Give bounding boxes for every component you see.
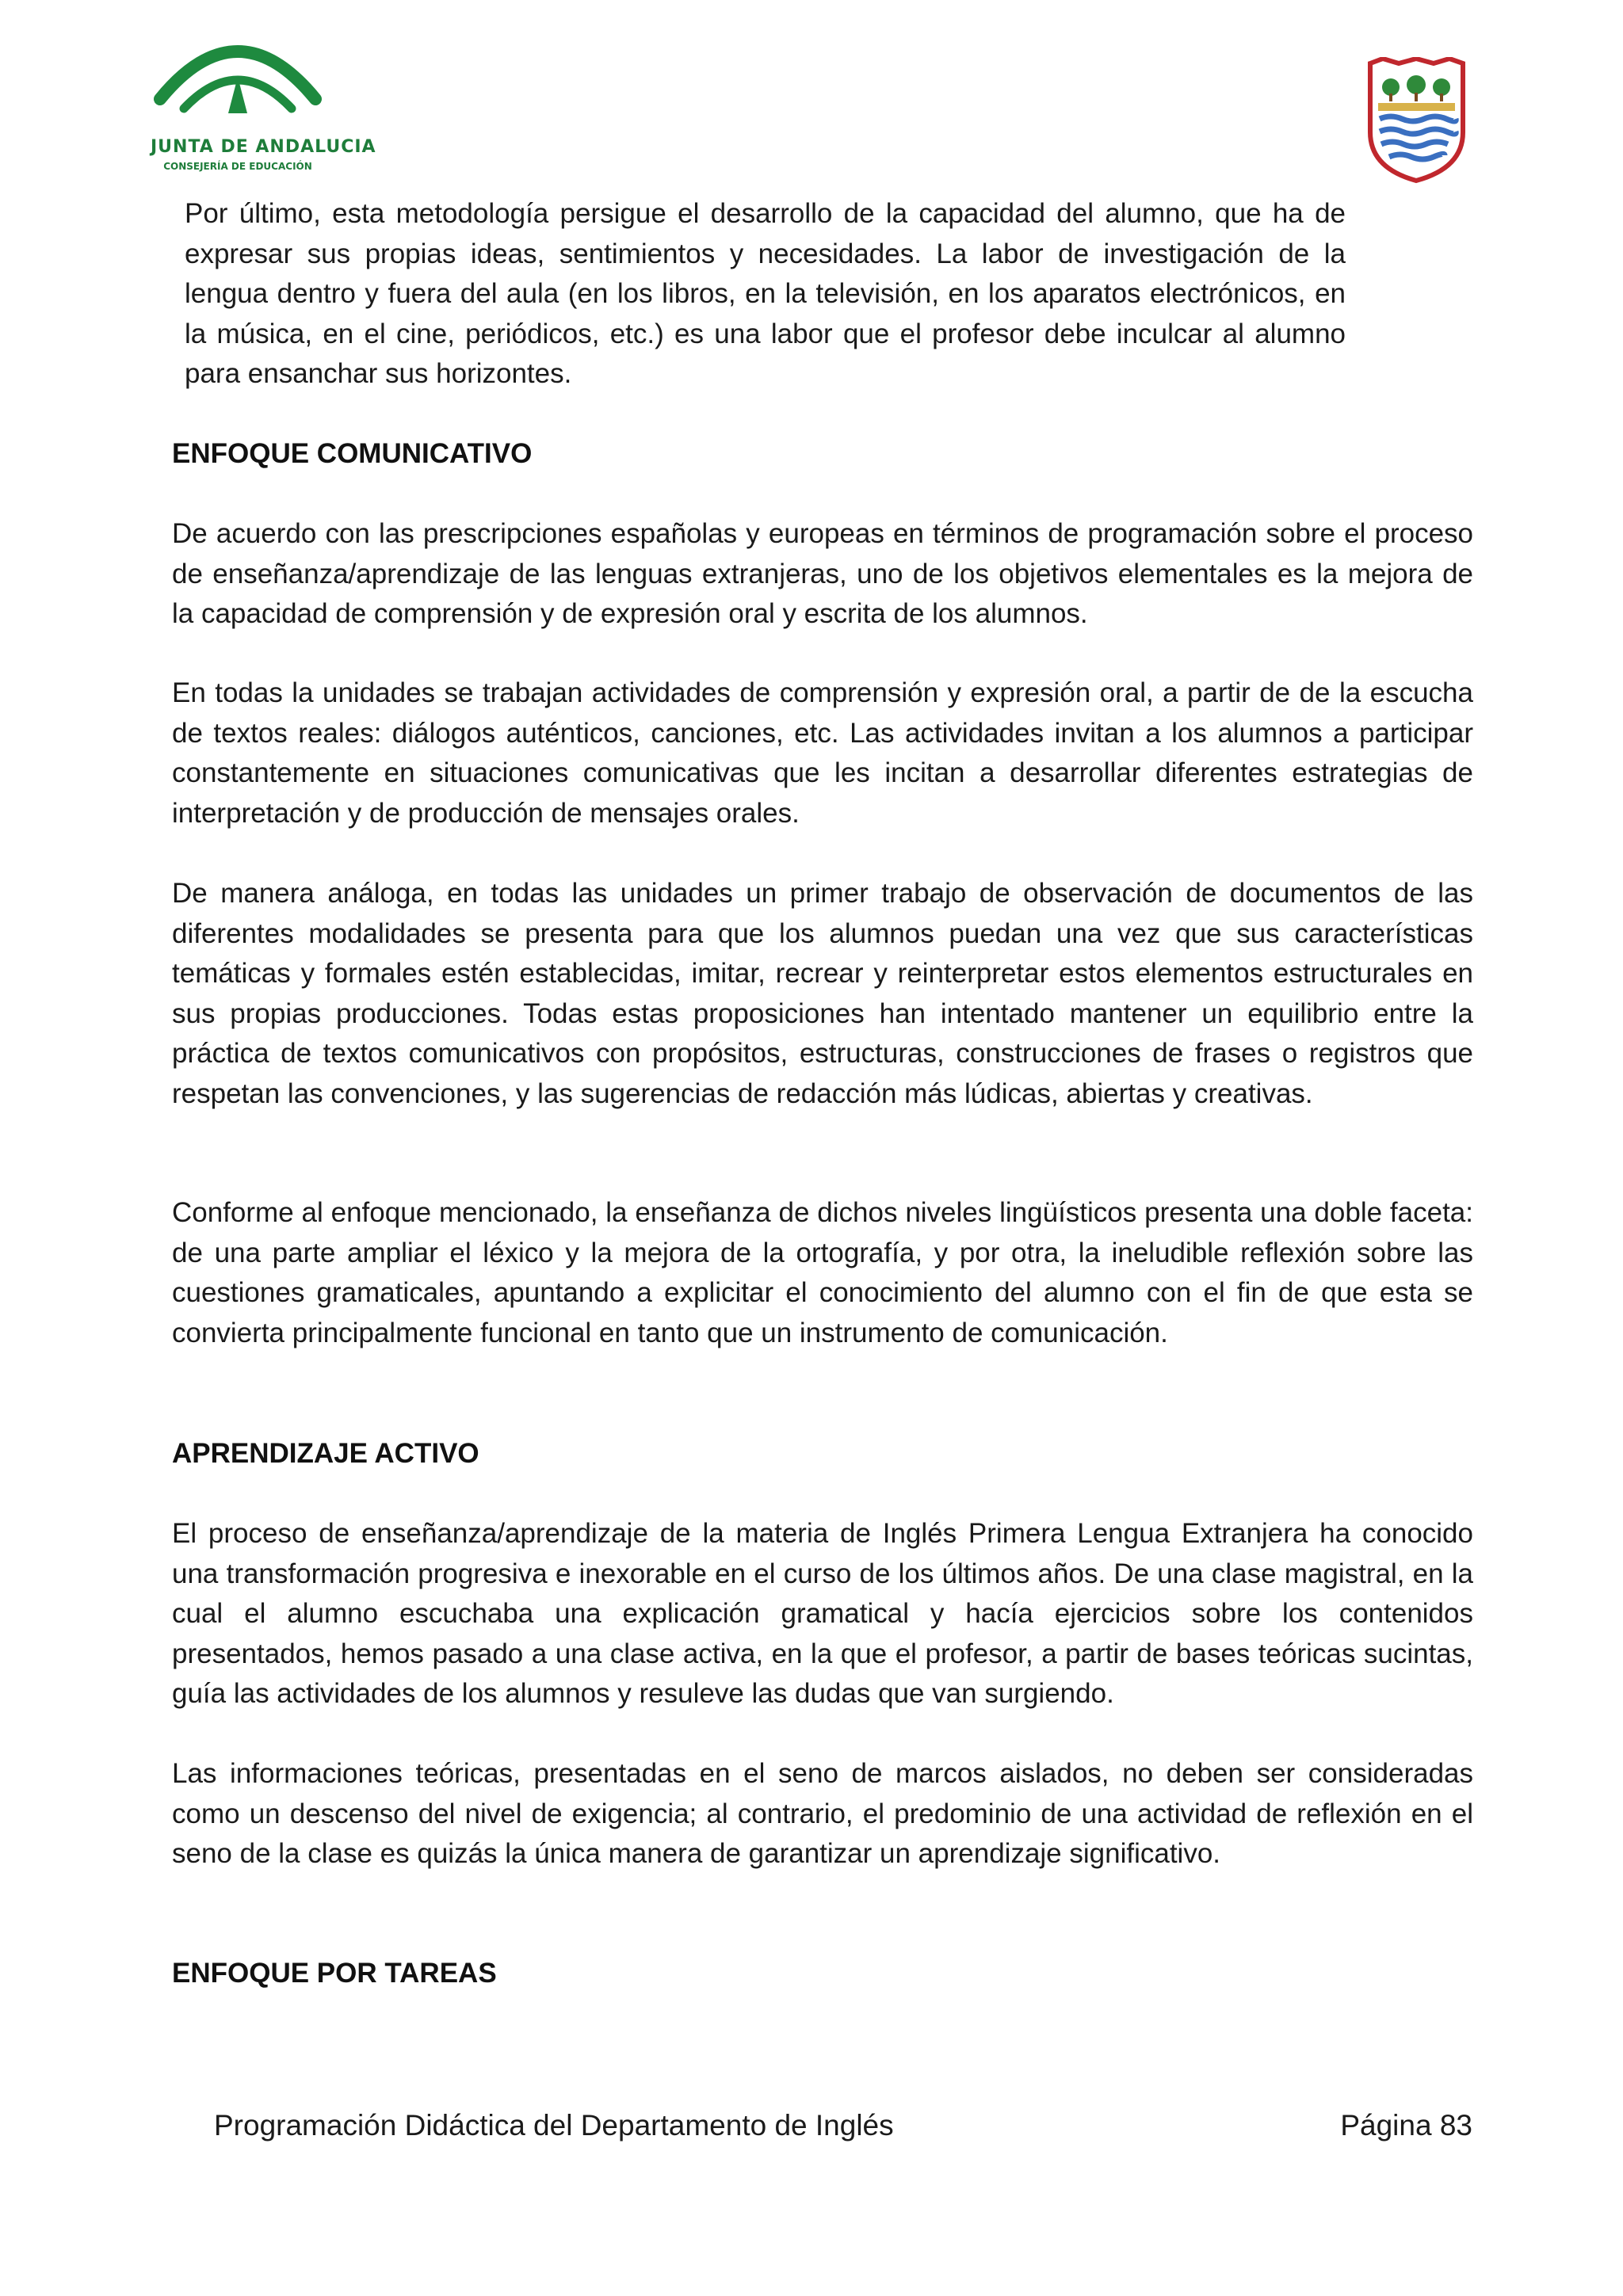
logo-brand-text: JUNTA DE ANDALUCIA [151,137,376,157]
paragraph-activo-2: Las informaciones teóricas, presentadas en el seno de marcos aislados, no deben ser consideradas como un descenso del nivel de exigencia; al contrario, el predominio de una actividad de reflexión en el seno de la clase es quizás la única manera de garantizar un aprendizaje significativo. [172,1758,1473,1869]
paragraph-enfoque-3: De manera análoga, en todas las unidades un primer trabajo de observación de documentos de las diferentes modalidades se presenta para que los alumnos puedan una vez que sus características temáticas y formales estén establecidas, imitar, recrear y reinterpretar estos elementos estructurales en sus propias producciones. Todas estas proposiciones han intentado mantener un equilibrio entre la práctica de textos comunicativos con propósitos, estructuras, construcciones de frases o registros que respetan las convenciones, y las sugerencias de redacción más lúdicas, abiertas y creativas. [172,878,1473,1109]
footer-title: Programación Didáctica del Departamento de Inglés [214,2109,894,2142]
paragraph-activo-1: El proceso de enseñanza/aprendizaje de la materia de Inglés Primera Lengua Extranjera ha conocido una transformación progresiva e inexorable en el curso de los últimos años. De una clase magistral, en la cual el alumno escuchaba una explicación gramatical y hacía ejercicios sobre los contenidos presentados, hemos pasado a una clase activa, en la que el profesor, a partir de bases teóricas sucintas, guía las actividades de los alumnos y resuleve las dudas que van surgiendo. [172,1518,1473,1709]
paragraph-enfoque-2: En todas la unidades se trabajan actividades de comprensión y expresión oral, a partir de de la escucha de textos reales: diálogos auténticos, canciones, etc. Las actividades invitan a los alumnos a participar constantemente en situaciones comunicativas que les incitan a desarrollar diferentes estrategias de interpretación y de producción de mensajes orales. [172,677,1473,829]
junta-arch-icon [151,20,325,139]
school-crest-icon [1367,57,1466,184]
paragraph-enfoque-4: Conforme al enfoque mencionado, la enseñanza de dichos niveles lingüísticos presenta una doble faceta: de una parte ampliar el léxico y la mejora de la ortografía, y por otra, la ineludible reflexión sobre las cuestiones gramaticales, apuntando a explicitar el conocimiento del alumno con el fin de que esta se convierta principalmente funcional en tanto que un instrumento de comunicación. [172,1197,1473,1348]
page-number: Página 83 [1340,2109,1472,2142]
paragraph-enfoque-1: De acuerdo con las prescripciones españolas y europeas en términos de programación sobre el proceso de enseñanza/aprendizaje de las lenguas extranjeras, uno de los objetivos elementales es la mejora de la capacidad de comprensión y de expresión oral y escrita de los alumnos. [172,518,1473,629]
heading-enfoque-comunicativo: ENFOQUE COMUNICATIVO [172,438,533,469]
heading-aprendizaje-activo: APRENDIZAJE ACTIVO [172,1438,479,1469]
paragraph-intro: Por último, esta metodología persigue el desarrollo de la capacidad del alumno, que ha de expresar sus propias ideas, sentimientos y necesidades. La labor de investigación de la lengua dentro y fuera del aula (en los libros, en la televisión, en los aparatos electrónicos, en la música, en el cine, periódicos, etc.) es una labor que el profesor debe inculcar al alumno para ensanchar sus horizontes. [185,198,1346,389]
heading-enfoque-por-tareas: ENFOQUE POR TAREAS [172,1958,497,1989]
junta-andalucia-logo [151,20,376,172]
logo-sub-text: CONSEJERÍA DE EDUCACIÓN [163,161,312,172]
